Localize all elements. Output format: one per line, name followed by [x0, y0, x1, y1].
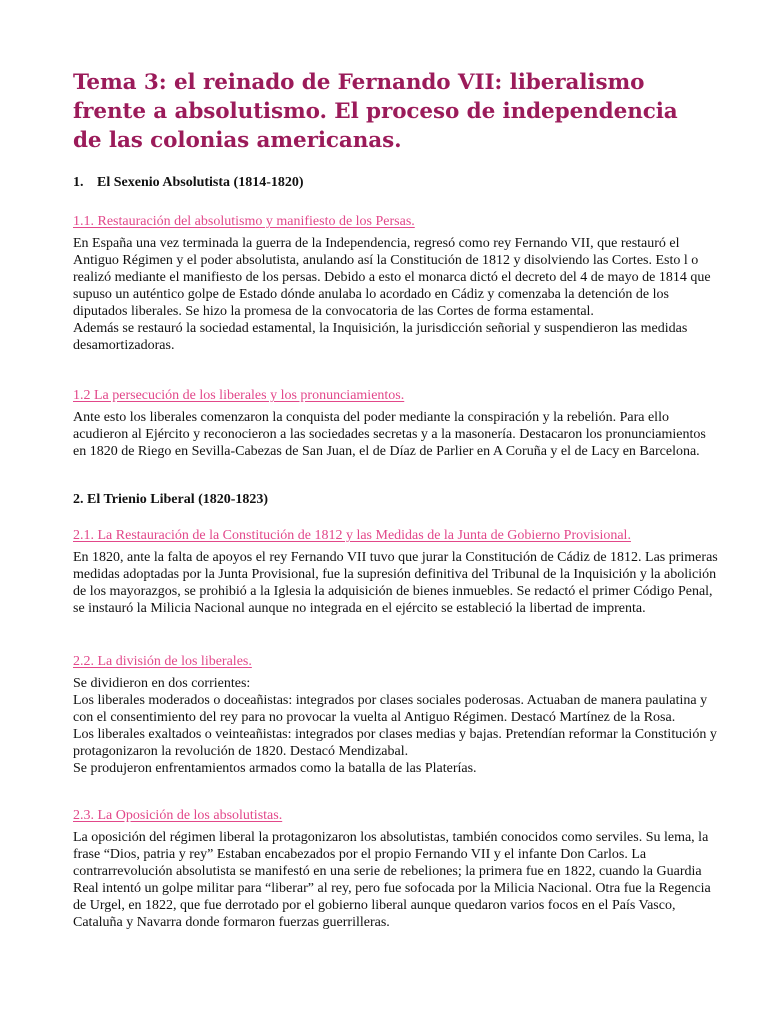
subsection-2-3 [73, 807, 720, 931]
subsection-2-1-paragraph-1: En 1820, ante la falta de apoyos el rey Fernando VII tuvo que jurar la Constitución de Cádiz de 1812. Las primeras medidas adoptadas por la Junta Provisional, fue la supresión definitiva del Tribunal de la Inquisición y la abolición de los mayorazgos, se prohibió a la Iglesia la adquisición de bienes inmuebles. Se redactó el primer Código Penal, se instauró la Milicia Nacional aunque no integrada en el ejército se estableció la libertad de imprenta. [73, 550, 718, 616]
subsection-2-2-line-1: Se dividieron en dos corrientes: [73, 676, 251, 691]
document-title: Tema 3: el reinado de Fernando VII: liberalismo frente a absolutismo. El proceso de independencia de las colonias americanas. [73, 70, 678, 153]
subsection-2-2-line-3: Los liberales exaltados o veinteañistas: integrados por clases medias y bajas. Pretendían reformar la Constitución y protagonizaron la revolución de 1820. Destacó Mendizabal. [73, 727, 717, 759]
subsection-2-1-heading: 2.1. La Restauración de la Constitución de 1812 y las Medidas de la Junta de Gobierno Provisional. [73, 528, 631, 543]
subsection-2-3-paragraph-1: La oposición del régimen liberal la protagonizaron los absolutistas, también conocidos como serviles. Su lema, la frase “Dios, patria y rey” Estaban encabezados por el propio Fernando VII y el infante Don Carlos. La contrarrevolución absolutista se manifestó en una serie de rebeliones; la primera fue en 1822, cuando la Guardia Real intentó un golpe militar para “liberar” al rey, pero fue sofocada por la Milicia Nacional. Otra fue la Regencia de Urgel, en 1822, que fue derrotado por el gobierno liberal aunque quedaron varios focos en el País Vasco, Cataluña y Navarra donde formaron fuerzas guerrilleras. [73, 830, 711, 930]
section-1-heading [73, 174, 720, 192]
section-1-number: 1. [73, 175, 84, 190]
subsection-2-2 [73, 653, 720, 777]
section-1 [73, 174, 720, 192]
subsection-1-1-heading: 1.1. Restauración del absolutismo y manifiesto de los Persas. [73, 214, 415, 229]
subsection-2-2-line-2: Los liberales moderados o doceañistas: integrados por clases sociales poderosas. Actuaban de manera paulatina y con el consentimiento del rey para no provocar la vuelta al Antiguo Régimen. Destacó Martínez de la Rosa. [73, 693, 708, 725]
subsection-1-2 [73, 387, 720, 460]
subsection-1-2-heading: 1.2 La persecución de los liberales y los pronunciamientos. [73, 388, 405, 403]
subsection-2-3-heading: 2.3. La Oposición de los absolutistas. [73, 808, 283, 823]
section-1-title: El Sexenio Absolutista (1814-1820) [97, 175, 304, 190]
section-2-heading: 2. El Trienio Liberal (1820-1823) [73, 492, 269, 507]
subsection-2-2-line-4: Se produjeron enfrentamientos armados como la batalla de las Platerías. [73, 761, 477, 776]
subsection-1-1-paragraph-1: En España una vez terminada la guerra de la Independencia, regresó como rey Fernando VII, que restauró el Antiguo Régimen y el poder absolutista, anulando así la Constitución de 1812 y disolviendo las Cortes. Esto l o realizó mediante el manifiesto de los persas. Debido a esto el monarca dictó el decreto del 4 de mayo de 1814 que supuso un auténtico golpe de Estado dónde anulaba lo acordado en Cádiz y comenzaba la detención de los diputados liberales. Se hizo la promesa de la convocatoria de las Cortes de forma estamental. [73, 236, 711, 319]
subsection-2-1 [73, 527, 720, 617]
subsection-1-1 [73, 213, 720, 354]
subsection-1-1-paragraph-2: Además se restauró la sociedad estamental, la Inquisición, la jurisdicción señorial y suspendieron las medidas desamortizadoras. [73, 321, 688, 353]
section-2 [73, 491, 720, 509]
subsection-1-2-paragraph-1: Ante esto los liberales comenzaron la conquista del poder mediante la conspiración y la rebelión. Para ello acudieron al Ejército y reconocieron a las sociedades secretas y a la masonería. Destacaron los pronunciamientos en 1820 de Riego en Sevilla-Cabezas de San Juan, el de Díaz de Parlier en A Coruña y el de Lacy en Barcelona. [73, 410, 706, 459]
subsection-2-2-heading: 2.2. La división de los liberales. [73, 654, 252, 669]
